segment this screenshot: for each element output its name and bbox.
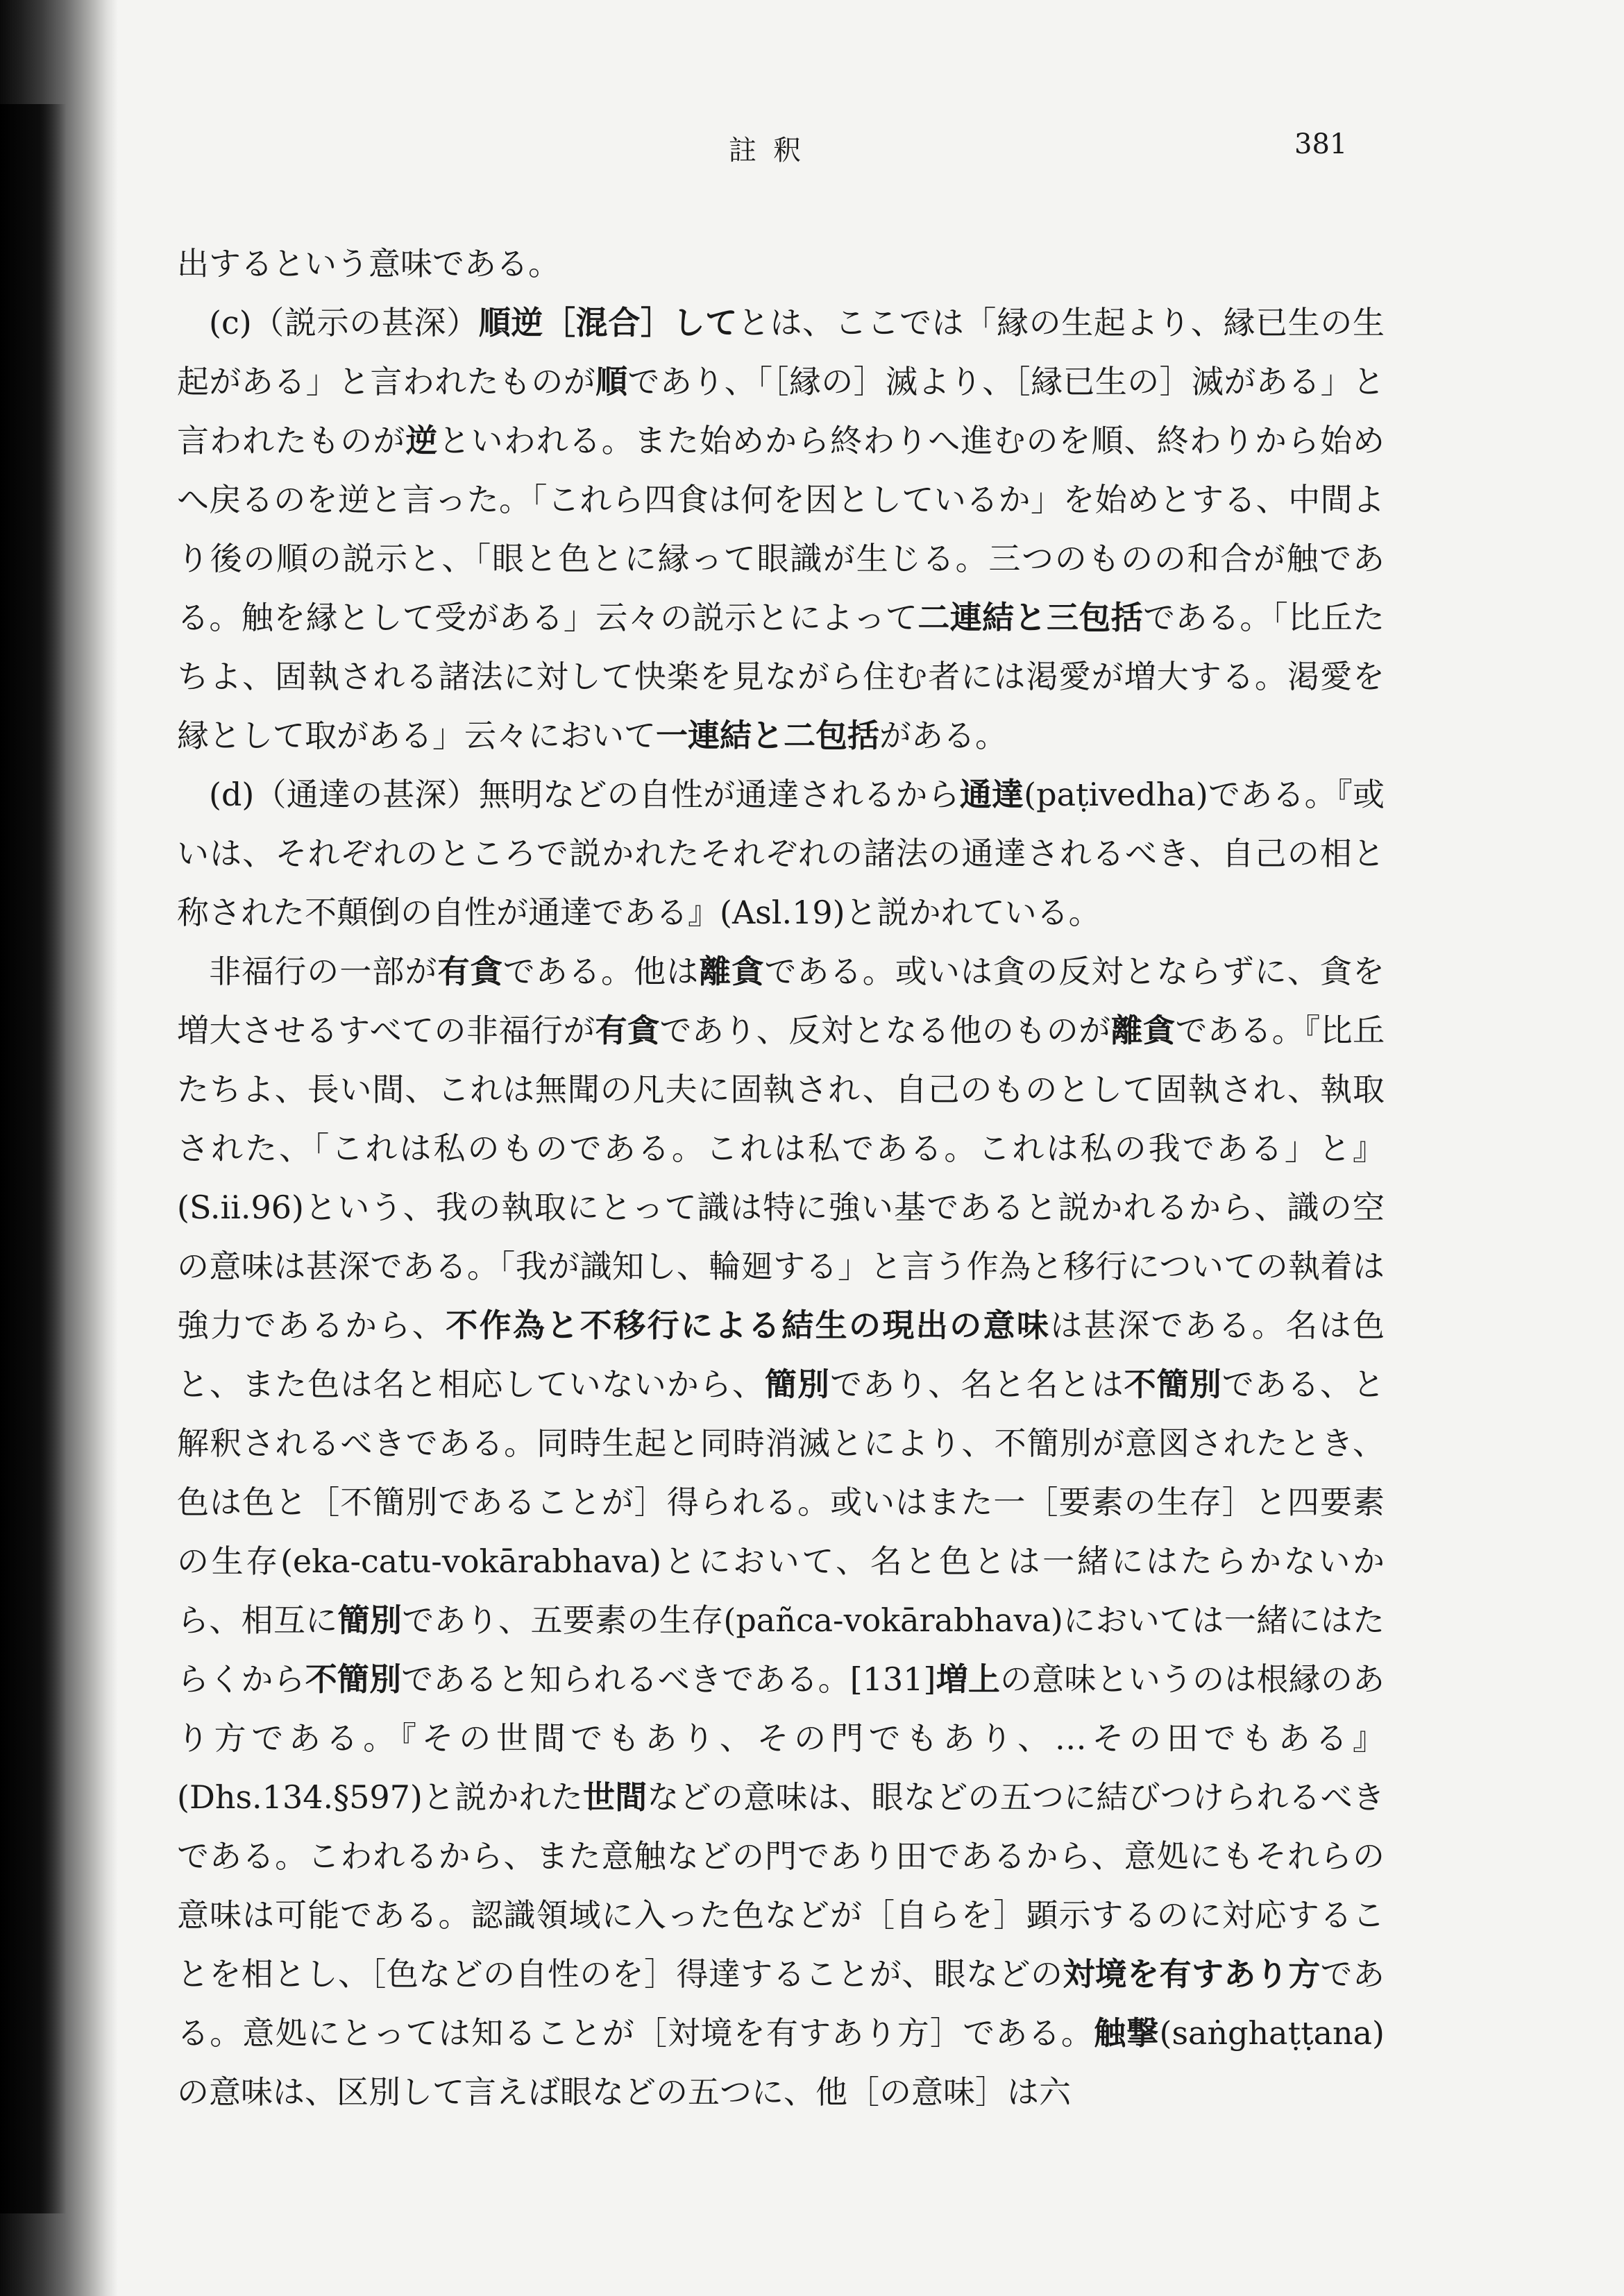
page-header [0, 128, 1624, 184]
paragraph-d: (d)（通達の甚深）無明などの自性が通達されるから通達(paṭivedha)である。『或いは、それぞれのところで説かれたそれぞれの諸法の通達されるべき、自己の相と称された不顛倒の自性が通達である』(Asl.19)と説かれている。 [177, 776, 1385, 931]
book-gutter [0, 104, 66, 2213]
paragraph-main: 非福行の一部が有貪である。他は離貪である。或いは貪の反対とならずに、貪を増大させるすべての非福行が有貪であり、反対となる他のものが離貪である。『比丘たちよ、長い間、これは無聞の凡夫に固執され、自己のものとして固執され、執取された、「これは私のものである。これは私である。これは私の我である」と』(S.ii.96)という、我の執取にとって識は特に強い基であると説かれるから、識の空の意味は甚深である。「我が識知し、輪廻する」と言う作為と移行についての執着は強力であるから、不作為と不移行による結生の現出の意味は甚深である。名は色と、また色は名と相応していないから、簡別であり、名と名とは不簡別である、と解釈されるべきである。同時生起と同時消滅とにより、不簡別が意図されたとき、色は色と［不簡別であることが］得られる。或いはまた一［要素の生存］と四要素の生存(eka-catu-vokārabhava)とにおいて、名と色とは一緒にはたらかないから、相互に簡別であり、五要素の生存(pañca-vokārabhava)においては一緒にはたらくから不簡別であると知られるべきである。[131]増上の意味というのは根縁のあり方である。『その世間でもあり、その門でもあり、…その田でもある』(Dhs.134.§597)と説かれた世間などの意味は、眼などの五つに結びつけられるべきである。こわれるから、また意触などの門であり田であるから、意処にもそれらの意味は可能である。認識領域に入った色などが［自らを］顕示するのに対応することを相とし、［色などの自性のを］得達することが、眼などの対境を有すあり方である。意処にとっては知ることが［対境を有すあり方］である。触撃(saṅghaṭṭana)の意味は、区別して言えば眼などの五つに、他［の意味］は六 [177, 953, 1385, 2111]
running-head: 註釈 [729, 135, 818, 167]
body-text [177, 235, 1385, 2122]
paragraph-continuation: 出するという意味である。 [177, 245, 560, 282]
page-number: 381 [1294, 128, 1348, 160]
paragraph-c: (c)（説示の甚深）順逆［混合］してとは、ここでは「縁の生起より、縁已生の生起がある」と言われたものが順であり、「［縁の］滅より、［縁已生の］滅がある」と言われたものが逆といわれる。また始めから終わりへ進むのを順、終わりから始めへ戻るのを逆と言った。「これら四食は何を因としているか」を始めとする、中間より後の順の説示と、「眼と色とに縁って眼識が生じる。三つのものの和合が触である。触を縁として受がある」云々の説示とによって二連結と三包括である。「比丘たちよ、固執される諸法に対して快楽を見ながら住む者には渇愛が増大する。渇愛を縁として取がある」云々において一連結と二包括がある。 [177, 304, 1385, 754]
